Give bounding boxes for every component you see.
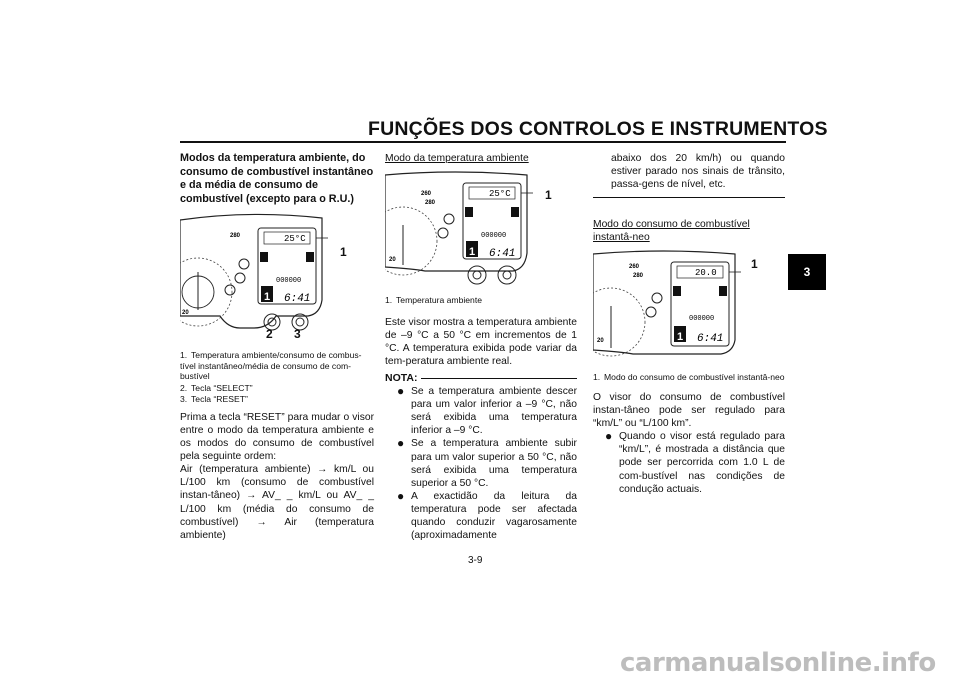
bullet-icon: ● bbox=[397, 384, 405, 399]
page-number: 3-9 bbox=[468, 555, 483, 566]
caption-item: 2. Tecla “SELECT” bbox=[180, 382, 253, 393]
speed-20: 20 bbox=[182, 310, 189, 317]
nota-label: NOTA: bbox=[385, 371, 418, 384]
fuel-readout: 20.0 bbox=[695, 268, 717, 279]
dashboard-illustration bbox=[385, 169, 533, 285]
speed-20: 20 bbox=[597, 338, 604, 345]
callout-3: 3 bbox=[294, 327, 301, 342]
temp-readout: 25°C bbox=[489, 189, 511, 200]
speed-260: 260 bbox=[629, 264, 640, 271]
instrument-figure-2 bbox=[385, 169, 552, 285]
speed-20: 20 bbox=[389, 257, 396, 264]
watermark: carmanualsonline.info bbox=[620, 648, 936, 678]
figure-caption: 1. Modo do consumo de combustível instantâ-neo bbox=[593, 372, 785, 383]
column-2 bbox=[385, 152, 577, 542]
column-1 bbox=[180, 152, 374, 542]
section-separator bbox=[593, 197, 785, 198]
bullet-item: ● Quando o visor está regulado para “km/L”, é mostrada a distância que pode ser percorrida com 1.0 L de com-bustível nas condições de condução actuais. bbox=[605, 429, 785, 495]
odo-readout: 000000 bbox=[276, 277, 302, 286]
bullet-icon: ● bbox=[605, 429, 613, 444]
callout-2: 2 bbox=[266, 327, 273, 342]
clock-readout: 6:41 bbox=[284, 293, 311, 306]
bullets bbox=[593, 430, 785, 495]
caption-item: 3. Tecla “RESET” bbox=[180, 394, 248, 405]
clock-readout: 6:41 bbox=[489, 248, 516, 261]
body-paragraph: O visor do consumo de combustível instan-tâneo pode ser regulado para “km/L” ou “L/100 km”. bbox=[593, 391, 785, 430]
gear-readout: 1 bbox=[469, 246, 476, 259]
bullet-item: ● Se a temperatura ambiente subir para um valor superior a 50 °C, não será exibida uma temperatura superior a 50 °C. bbox=[397, 436, 577, 489]
bullet-item: ● Se a temperatura ambiente descer para um valor inferior a –9 °C, não será exibida uma temperatura inferior a –9 °C. bbox=[397, 384, 577, 437]
odo-readout: 000000 bbox=[689, 315, 715, 324]
instrument-figure-3 bbox=[593, 248, 758, 364]
section-tab: 3 bbox=[788, 254, 826, 290]
section-heading: Modos da temperatura ambiente, do consumo de combustível instantâneo e da média de consumo de combustível (excepto para o R.U.) bbox=[180, 152, 374, 205]
header-rule bbox=[180, 141, 786, 143]
continued-text: abaixo dos 20 km/h) ou quando estiver parado nos sinais de trânsito, passa-gens de nível, etc. bbox=[611, 153, 785, 191]
instrument-figure-1 bbox=[180, 210, 347, 342]
dashboard-illustration bbox=[593, 248, 741, 364]
figure-captions bbox=[180, 350, 374, 405]
temp-readout: 25°C bbox=[284, 234, 306, 245]
bullet-item: ● A exactidão da leitura da temperatura pode ser afectada quando conduzir vagarosamente (aproximadamente bbox=[397, 488, 577, 542]
figure-caption: 1. Temperatura ambiente bbox=[385, 295, 482, 306]
bullet-icon: ● bbox=[397, 436, 405, 451]
speed-260: 260 bbox=[421, 191, 432, 198]
caption-item: 1. Temperatura ambiente/consumo de combus-tível instantâneo/média de consumo de com-bustível bbox=[180, 350, 362, 382]
nota-heading bbox=[385, 372, 577, 385]
odo-readout: 000000 bbox=[481, 232, 507, 241]
subheading: Modo da temperatura ambiente bbox=[385, 153, 529, 164]
speed-280: 280 bbox=[230, 233, 241, 240]
mode-sequence: Air (temperatura ambiente) → km/L ou L/100 km (consumo de combustível instan-tâneo) → AV_ _ km/L ou AV_ _ L/100 km (média do consumo de combustível) → Air (temperatura ambiente) bbox=[180, 464, 374, 541]
callout-1: 1 bbox=[545, 188, 552, 203]
gear-readout: 1 bbox=[264, 291, 271, 304]
subheading: Modo do consumo de combustível instantâ-neo bbox=[593, 219, 750, 244]
page-header-title: FUNÇÕES DOS CONTROLOS E INSTRUMENTOS bbox=[368, 118, 828, 140]
body-paragraph: Este visor mostra a temperatura ambiente de –9 °C a 50 °C em incrementos de 1 °C. A temperatura exibida pode variar da tem-peratura ambiente real. bbox=[385, 316, 577, 367]
body-paragraph: Prima a tecla “RESET” para mudar o visor entre o modo da temperatura ambiente e os modos do consumo de combustível pela seguinte ordem: bbox=[180, 411, 374, 463]
clock-readout: 6:41 bbox=[697, 333, 724, 346]
dashboard-illustration bbox=[180, 210, 328, 338]
gear-readout: 1 bbox=[677, 331, 684, 344]
speed-280: 280 bbox=[633, 273, 644, 280]
column-3 bbox=[593, 152, 785, 496]
callout-1: 1 bbox=[340, 245, 347, 260]
bullet-icon: ● bbox=[397, 488, 405, 503]
callout-1: 1 bbox=[751, 257, 758, 272]
nota-rule bbox=[421, 378, 577, 379]
nota-bullets bbox=[385, 385, 577, 542]
speed-280: 280 bbox=[425, 200, 436, 207]
